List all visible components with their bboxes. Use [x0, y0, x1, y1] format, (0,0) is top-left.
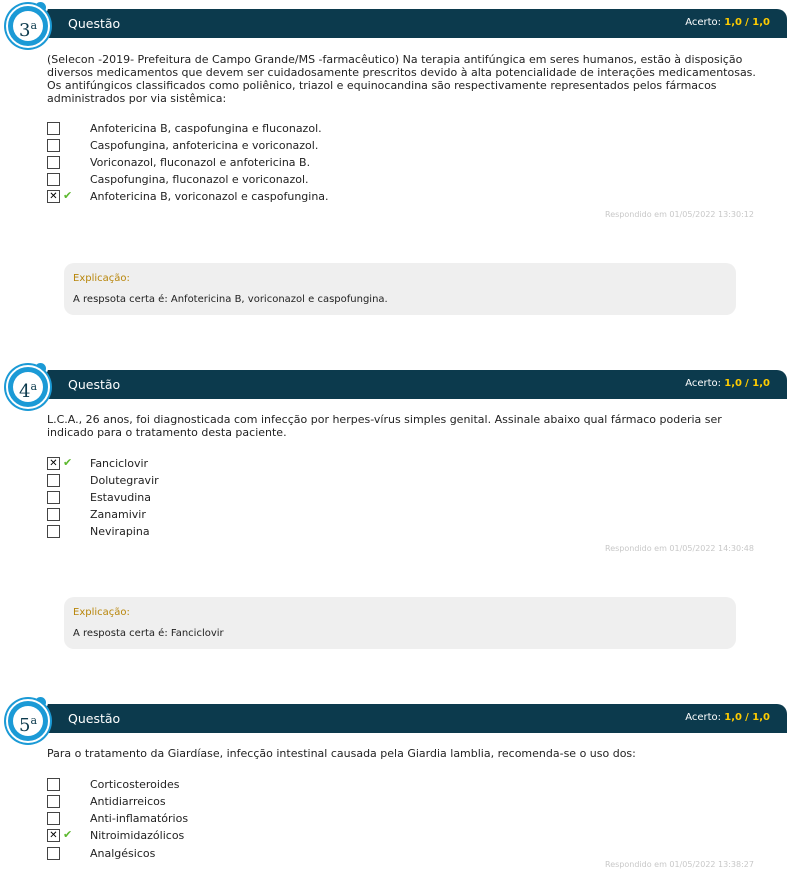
option-checkbox[interactable] [47, 795, 60, 808]
option-checkbox-checked[interactable]: ✕ [47, 829, 60, 842]
score: Acerto: 1,0 / 1,0 [685, 712, 770, 723]
explanation-box [64, 597, 736, 649]
question-number-badge: 3$^a$ [6, 4, 50, 48]
question-title: Questão [68, 377, 121, 392]
question-number-badge: 5$^a$ [6, 699, 50, 743]
option-label: Nitroimidazólicos [90, 829, 185, 842]
option-label: Anfotericina B, voriconazol e caspofungina. [90, 190, 329, 203]
option-checkbox[interactable] [47, 778, 60, 791]
option-checkbox[interactable] [47, 847, 60, 860]
option-checkbox[interactable] [47, 491, 60, 504]
question-header [22, 370, 787, 399]
responded-timestamp: Respondido em 01/05/2022 13:30:12 [605, 210, 754, 219]
option-label: Zanamivir [90, 508, 146, 521]
check-icon: ✔ [63, 456, 73, 469]
option-label: Caspofungina, anfotericina e voriconazol. [90, 139, 319, 152]
option-checkbox[interactable] [47, 474, 60, 487]
option-label: Nevirapina [90, 525, 150, 538]
responded-timestamp: Respondido em 01/05/2022 14:30:48 [605, 544, 754, 553]
question-statement: Para o tratamento da Giardíase, infecção intestinal causada pela Giardia lamblia, recomenda-se o uso dos: [47, 747, 636, 760]
option-label: Antidiarreicos [90, 795, 166, 808]
option-label: Dolutegravir [90, 474, 159, 487]
option-checkbox[interactable] [47, 812, 60, 825]
question-statement: (Selecon -2019- Prefeitura de Campo Grande/MS -farmacêutico) Na terapia antifúngica em seres humanos, estão à disposição diversos medicamentos que devem ser cuidadosamente prescritos devido à alta potencialidade de interações medicamentosas. Os antifúngicos classificados como poliênico, triazol e equinocandina são respectivamente representados pelos fármacos administrados por via sistêmica: [47, 53, 756, 105]
responded-timestamp: Respondido em 01/05/2022 13:38:27 [605, 860, 754, 869]
explanation-text: A resposta certa é: Fanciclovir [73, 628, 224, 639]
option-label: Anfotericina B, caspofungina e fluconazol. [90, 122, 322, 135]
question-title: Questão [68, 16, 121, 31]
question-header [22, 704, 787, 733]
option-label: Estavudina [90, 491, 151, 504]
question-statement: L.C.A., 26 anos, foi diagnosticada com infecção por herpes-vírus simples genital. Assinale abaixo qual fármaco poderia ser indicado para o tratamento desta paciente. [47, 413, 722, 439]
score: Acerto: 1,0 / 1,0 [685, 17, 770, 28]
option-checkbox-checked[interactable]: ✕ [47, 457, 60, 470]
explanation-label: Explicação: [73, 607, 130, 618]
option-checkbox[interactable] [47, 525, 60, 538]
check-icon: ✔ [63, 828, 73, 841]
option-label: Anti-inflamatórios [90, 812, 189, 825]
option-label: Voriconazol, fluconazol e anfotericina B. [90, 156, 311, 169]
option-label: Fanciclovir [90, 457, 149, 470]
score: Acerto: 1,0 / 1,0 [685, 378, 770, 389]
explanation-text: A respsota certa é: Anfotericina B, voriconazol e caspofungina. [73, 294, 388, 305]
question-number-badge: 4$^a$ [6, 365, 50, 409]
option-checkbox[interactable] [47, 156, 60, 169]
option-checkbox[interactable] [47, 173, 60, 186]
option-label: Corticosteroides [90, 778, 180, 791]
option-checkbox[interactable] [47, 508, 60, 521]
option-checkbox[interactable] [47, 139, 60, 152]
check-icon: ✔ [63, 189, 73, 202]
explanation-box [64, 263, 736, 315]
option-checkbox[interactable] [47, 122, 60, 135]
explanation-label: Explicação: [73, 273, 130, 284]
option-label: Caspofungina, fluconazol e voriconazol. [90, 173, 309, 186]
option-checkbox-checked[interactable]: ✕ [47, 190, 60, 203]
question-title: Questão [68, 711, 121, 726]
option-label: Analgésicos [90, 847, 156, 860]
question-header [22, 9, 787, 38]
